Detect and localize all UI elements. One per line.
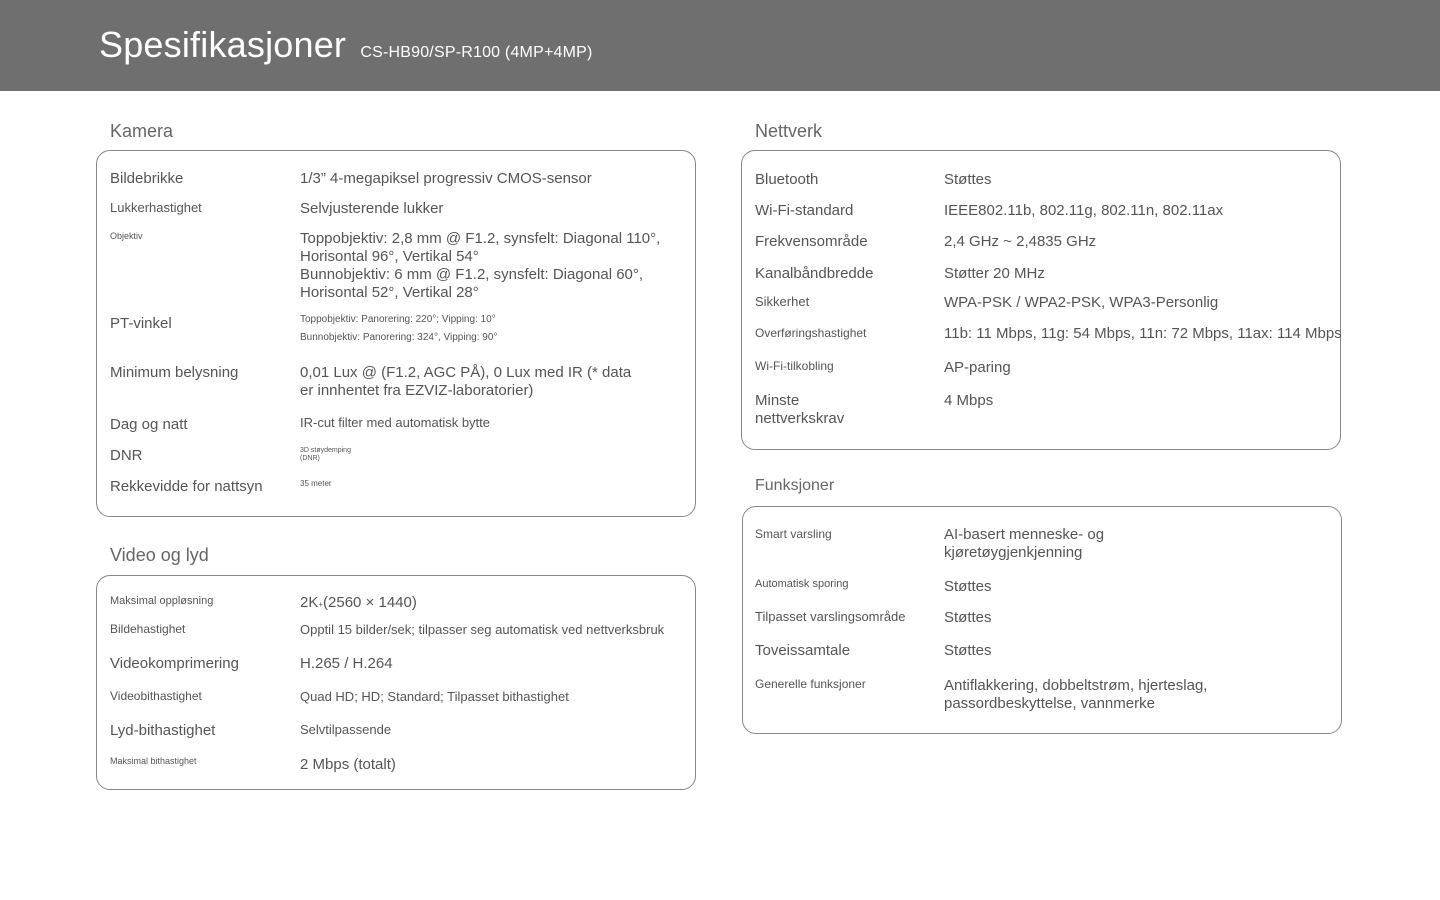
spec-value: Støttes [944,578,992,595]
funksjoner-card [742,506,1342,734]
spec-value: Støttes [944,171,992,188]
resolution-sup: + [318,600,324,609]
resolution-main: 2K [300,594,319,611]
spec-value: AP-paring [944,359,1011,376]
spec-value-line: 0,01 Lux @ (F1.2, AGC PÅ), 0 Lux med IR (* data [300,364,632,381]
spec-label [755,392,844,428]
spec-value: Støttes [944,609,992,626]
spec-label: Automatisk sporing [755,578,849,590]
spec-label: Bildebrikke [110,170,184,187]
spec-value: 35 meter [300,479,332,488]
spec-value-line: Toppobjektiv: Panorering: 220°; Vipping: 10° [300,314,496,325]
section-title-nettverk: Nettverk [755,121,823,141]
spec-value-line: Bunnobjektiv: Panorering: 324°, Vipping: 90° [300,332,498,343]
spec-value: Selvtilpassende [300,722,392,737]
spec-value: 11b: 11 Mbps, 11g: 54 Mbps, 11n: 72 Mbps, 11ax: 114 Mbps [944,325,1342,342]
spec-label: Rekkevidde for nattsyn [110,478,263,495]
spec-label: Kanalbåndbredde [755,265,874,282]
spec-value: IR-cut filter med automatisk bytte [300,415,491,430]
spec-label: Maksimal oppløsning [110,595,214,607]
spec-label: Videokomprimering [110,655,239,672]
spec-label: Maksimal bithastighet [110,756,197,766]
spec-value: Opptil 15 bilder/sek; tilpasser seg automatisk ved nettverksbruk [300,622,665,637]
spec-value: 2 Mbps (totalt) [300,756,396,773]
spec-value-line: Horisontal 52°, Vertikal 28° [300,284,479,301]
spec-value [944,677,1207,713]
section-title-funksjoner: Funksjoner [755,477,835,494]
model-number: CS-HB90/SP-R100 (4MP+4MP) [360,44,593,61]
video-card [96,575,696,790]
spec-value-line: (DNR) [300,455,320,462]
spec-value: 1/3” 4-megapiksel progressiv CMOS-sensor [300,170,592,187]
spec-value-line: Antiflakkering, dobbeltstrøm, hjerteslag, [944,677,1208,694]
spec-label: Videobithastighet [110,689,202,703]
spec-value-line: 3D støydemping [300,447,351,454]
spec-value-line: kjøretøygjenkjenning [944,544,1083,561]
spec-label-line: Minste [755,392,800,409]
spec-label: Smart varsling [755,527,832,541]
nettverk-card [741,150,1341,450]
spec-value: Støttes [944,642,992,659]
spec-label: Bluetooth [755,171,819,188]
spec-value [944,526,1104,562]
spec-label: DNR [110,447,143,464]
spec-value: 2,4 GHz ~ 2,4835 GHz [944,233,1097,250]
section-title-kamera: Kamera [110,121,174,141]
spec-label: Objektiv [110,231,143,241]
spec-label: Bildehastighet [110,622,186,636]
spec-label: Lyd-bithastighet [110,722,216,739]
page-title-text: Spesifikasjoner [99,24,347,65]
spec-label: Minimum belysning [110,364,239,381]
spec-value [300,230,660,302]
spec-value-line: AI-basert menneske- og [944,526,1105,543]
spec-value-line: Bunnobjektiv: 6 mm @ F1.2, synsfelt: Diagonal 60°, [300,266,644,283]
page-header [0,0,1440,91]
spec-label: Sikkerhet [755,294,810,309]
spec-value-line: Toppobjektiv: 2,8 mm @ F1.2, synsfelt: Diagonal 110°, [300,230,661,247]
spec-label: Generelle funksjoner [755,677,866,691]
spec-value: IEEE802.11b, 802.11g, 802.11n, 802.11ax [944,202,1224,219]
resolution-rest: (2560 × 1440) [323,594,417,611]
spec-label: Tilpasset varslingsområde [755,609,906,624]
spec-value [300,364,631,400]
spec-label: Dag og natt [110,416,188,433]
spec-value: Støtter 20 MHz [944,265,1045,282]
page-title [99,24,593,66]
spec-value: 4 Mbps [944,392,994,409]
spec-label: PT-vinkel [110,315,172,332]
spec-value [300,594,417,614]
spec-value: Quad HD; HD; Standard; Tilpasset bithastighet [300,689,569,704]
spec-label: Lukkerhastighet [110,200,202,215]
kamera-card [96,150,696,517]
spec-value: WPA-PSK / WPA2-PSK, WPA3-Personlig [944,294,1219,311]
spec-value: H.265 / H.264 [300,655,393,672]
spec-value-line: passordbeskyttelse, vannmerke [944,695,1155,712]
spec-label-line: nettverkskrav [755,410,845,427]
spec-label: Toveissamtale [755,642,851,659]
spec-label: Wi-Fi-standard [755,202,854,219]
spec-label: Wi-Fi-tilkobling [755,359,834,373]
spec-value [300,313,497,344]
spec-value-line: er innhentet fra EZVIZ-laboratorier) [300,382,534,399]
spec-label: Overføringshastighet [755,326,867,340]
spec-value: Selvjusterende lukker [300,200,444,217]
spec-value-line: Horisontal 96°, Vertikal 54° [300,248,479,265]
section-title-video: Video og lyd [110,545,209,565]
spec-value [300,447,351,463]
spec-label: Frekvensområde [755,233,868,250]
